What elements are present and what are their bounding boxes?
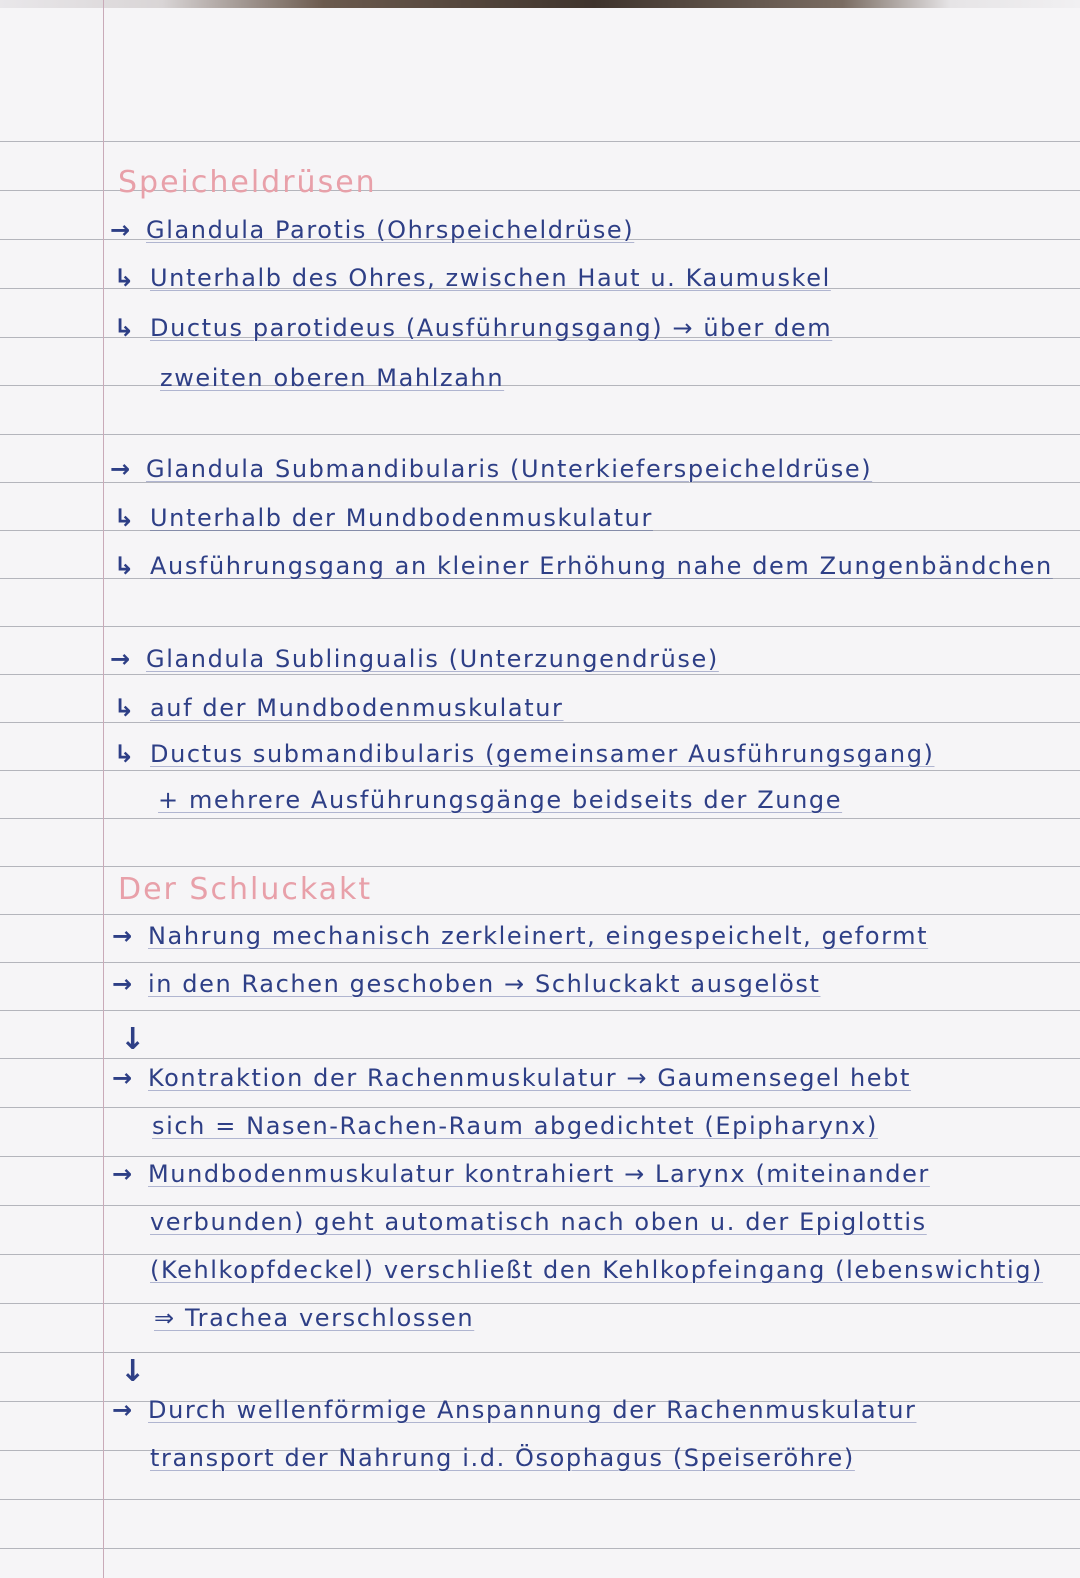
gland-detail-text: Ductus parotideus (Ausführungsgang) → über dem [150,314,833,342]
schluckakt-line-continuation: (Kehlkopfdeckel) verschließt den Kehlkopfeingang (lebenswichtig) [150,1256,1044,1284]
arrow-right-icon: → [112,970,134,998]
gland-title-text: Glandula Sublingualis (Unterzungendrüse) [146,645,719,673]
section-heading-speicheldruesen: Speicheldrüsen [118,165,377,200]
gland-title-submandibularis [110,455,872,483]
schluckakt-text: in den Rachen geschoben → Schluckakt ausgelöst [148,970,821,998]
arrow-right-icon: → [112,1396,134,1424]
gland-title-text: Glandula Parotis (Ohrspeicheldrüse) [146,216,635,244]
arrow-down-icon: ↓ [120,1022,146,1057]
gland-detail-text: Ductus submandibularis (gemeinsamer Ausführungsgang) [150,740,935,768]
gland-detail [114,504,653,532]
schluckakt-line [112,1064,911,1092]
schluckakt-text: Kontraktion der Rachenmuskulatur → Gaumensegel hebt [148,1064,912,1092]
schluckakt-text: Mundbodenmuskulatur kontrahiert → Larynx (miteinander [148,1160,930,1188]
arrow-sub-icon: ↳ [114,264,136,292]
gland-detail [114,694,564,722]
gland-title-parotis [110,216,634,244]
gland-title-sublingualis [110,645,719,673]
arrow-right-icon: → [112,1064,134,1092]
arrow-sub-icon: ↳ [114,504,136,532]
schluckakt-line-continuation: ⇒ Trachea verschlossen [154,1304,475,1332]
margin-line [103,0,104,1578]
arrow-sub-icon: ↳ [114,740,136,768]
schluckakt-line-continuation: verbunden) geht automatisch nach oben u. der Epiglottis [150,1208,927,1236]
arrow-right-icon: → [110,216,132,244]
arrow-right-icon: → [112,922,134,950]
gland-detail-continuation: + mehrere Ausführungsgänge beidseits der Zunge [158,786,843,814]
gland-title-text: Glandula Submandibularis (Unterkieferspeicheldrüse) [146,455,873,483]
section-heading-schluckakt: Der Schluckakt [118,872,373,907]
schluckakt-line [112,970,821,998]
schluckakt-line-continuation: sich = Nasen-Rachen-Raum abgedichtet (Epipharynx) [152,1112,879,1140]
gland-detail-text: auf der Mundbodenmuskulatur [150,694,564,722]
gland-detail [114,264,831,292]
gland-detail-text: Unterhalb der Mundbodenmuskulatur [150,504,653,532]
schluckakt-line [112,922,928,950]
schluckakt-line-continuation: transport der Nahrung i.d. Ösophagus (Speiseröhre) [150,1444,855,1472]
arrow-sub-icon: ↳ [114,314,136,342]
gland-detail-text: Ausführungsgang an kleiner Erhöhung nahe dem Zungenbändchen [150,552,1053,580]
schluckakt-line [112,1396,916,1424]
arrow-down-icon: ↓ [120,1354,146,1389]
arrow-sub-icon: ↳ [114,552,136,580]
gland-detail-text: Unterhalb des Ohres, zwischen Haut u. Kaumuskel [150,264,831,292]
schluckakt-text: Nahrung mechanisch zerkleinert, eingespeichelt, geformt [148,922,929,950]
arrow-sub-icon: ↳ [114,694,136,722]
gland-detail [114,740,935,768]
schluckakt-line [112,1160,930,1188]
photo-edge-shadow [0,0,1080,8]
gland-detail-continuation: zweiten oberen Mahlzahn [160,364,505,392]
gland-detail [114,314,832,342]
arrow-right-icon: → [110,455,132,483]
arrow-right-icon: → [110,645,132,673]
arrow-right-icon: → [112,1160,134,1188]
schluckakt-text: Durch wellenförmige Anspannung der Rachenmuskulatur [148,1396,917,1424]
gland-detail [114,552,1053,580]
